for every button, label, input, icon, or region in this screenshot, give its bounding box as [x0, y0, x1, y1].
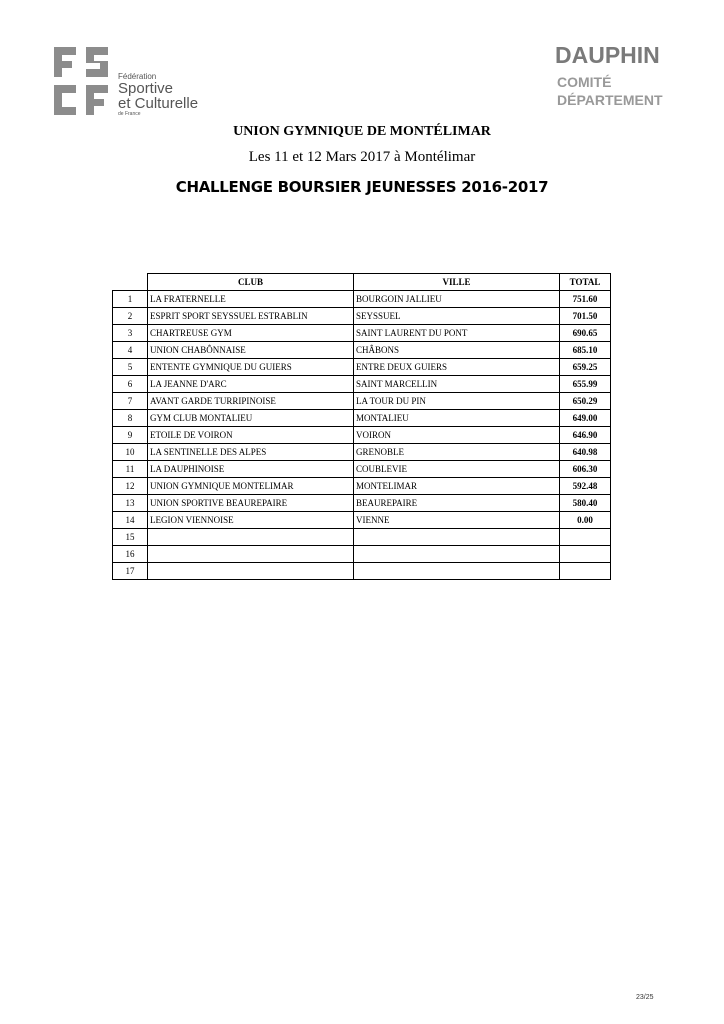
- ville-cell: [354, 563, 560, 580]
- ville-cell: [354, 546, 560, 563]
- table-row: [113, 495, 611, 512]
- table-row: [113, 427, 611, 444]
- total-cell: 655.99: [560, 376, 611, 393]
- ville-cell: VIENNE: [354, 512, 560, 529]
- logo-line1: Fédération: [118, 72, 157, 81]
- club-cell: LA FRATERNELLE: [148, 291, 354, 308]
- ville-cell: MONTALIEU: [354, 410, 560, 427]
- total-cell: 640.98: [560, 444, 611, 461]
- table-row: [113, 563, 611, 580]
- logo-line3: et Culturelle: [118, 95, 199, 112]
- ville-cell: GRENOBLE: [354, 444, 560, 461]
- club-cell: UNION GYMNIQUE MONTELIMAR: [148, 478, 354, 495]
- rank-cell: 7: [113, 393, 148, 410]
- ville-cell: VOIRON: [354, 427, 560, 444]
- rank-cell: 1: [113, 291, 148, 308]
- rank-cell: 5: [113, 359, 148, 376]
- dept-line1: DAUPHIN: [555, 42, 660, 68]
- event-dates: Les 11 et 12 Mars 2017 à Montélimar: [248, 149, 476, 165]
- club-cell: LA DAUPHINOISE: [148, 461, 354, 478]
- table-row: [113, 529, 611, 546]
- rank-cell: 2: [113, 308, 148, 325]
- page-number: 23/25: [636, 994, 654, 1001]
- table-row: [113, 393, 611, 410]
- table-row: [113, 376, 611, 393]
- club-cell: UNION SPORTIVE BEAUREPAIRE: [148, 495, 354, 512]
- ville-cell: BEAUREPAIRE: [354, 495, 560, 512]
- challenge-title: CHALLENGE BOURSIER JEUNESSES 2016-2017: [175, 178, 549, 196]
- rank-cell: 14: [113, 512, 148, 529]
- club-cell: UNION CHABÔNNAISE: [148, 342, 354, 359]
- club-cell: [148, 563, 354, 580]
- ville-cell: BOURGOIN JALLIEU: [354, 291, 560, 308]
- table-header-row: [113, 274, 611, 291]
- ville-cell: LA TOUR DU PIN: [354, 393, 560, 410]
- total-cell: 646.90: [560, 427, 611, 444]
- total-cell: 592.48: [560, 478, 611, 495]
- rank-cell: 12: [113, 478, 148, 495]
- rank-cell: 4: [113, 342, 148, 359]
- total-header: TOTAL: [560, 274, 611, 291]
- total-cell: [560, 546, 611, 563]
- total-cell: 751.60: [560, 291, 611, 308]
- total-cell: 649.00: [560, 410, 611, 427]
- ville-cell: [354, 529, 560, 546]
- logo-line4: de France: [118, 111, 141, 117]
- ville-cell: CHÂBONS: [354, 342, 560, 359]
- total-cell: [560, 563, 611, 580]
- total-cell: 701.50: [560, 308, 611, 325]
- ville-cell: SEYSSUEL: [354, 308, 560, 325]
- table-row: [113, 359, 611, 376]
- dept-line3: DÉPARTEMENT: [557, 92, 663, 108]
- club-cell: ENTENTE GYMNIQUE DU GUIERS: [148, 359, 354, 376]
- total-cell: 690.65: [560, 325, 611, 342]
- total-cell: 580.40: [560, 495, 611, 512]
- table-row: [113, 546, 611, 563]
- club-cell: [148, 529, 354, 546]
- club-cell: LA JEANNE D'ARC: [148, 376, 354, 393]
- fscf-logo: [52, 45, 232, 121]
- rank-cell: 13: [113, 495, 148, 512]
- table-row: [113, 342, 611, 359]
- rank-cell: 6: [113, 376, 148, 393]
- ville-cell: SAINT MARCELLIN: [354, 376, 560, 393]
- ville-cell: ENTRE DEUX GUIERS: [354, 359, 560, 376]
- rank-cell: 17: [113, 563, 148, 580]
- fscf-logo-icon: [52, 45, 112, 119]
- organizer-heading: UNION GYMNIQUE DE MONTÉLIMAR: [233, 124, 491, 139]
- club-cell: AVANT GARDE TURRIPINOISE: [148, 393, 354, 410]
- club-header: CLUB: [148, 274, 354, 291]
- club-cell: LA SENTINELLE DES ALPES: [148, 444, 354, 461]
- ville-cell: COUBLEVIE: [354, 461, 560, 478]
- table-row: [113, 512, 611, 529]
- table-row: [113, 325, 611, 342]
- table-row: [113, 291, 611, 308]
- ville-cell: SAINT LAURENT DU PONT: [354, 325, 560, 342]
- table-row: [113, 308, 611, 325]
- total-cell: 650.29: [560, 393, 611, 410]
- rank-cell: 15: [113, 529, 148, 546]
- club-cell: LEGION VIENNOISE: [148, 512, 354, 529]
- rank-cell: 3: [113, 325, 148, 342]
- dept-line2: COMITÉ: [557, 74, 612, 90]
- department-logo: [555, 42, 724, 122]
- club-cell: [148, 546, 354, 563]
- table-row: [113, 478, 611, 495]
- logo-line2: Sportive: [118, 80, 174, 97]
- club-cell: CHARTREUSE GYM: [148, 325, 354, 342]
- club-cell: ESPRIT SPORT SEYSSUEL ESTRABLIN: [148, 308, 354, 325]
- rank-cell: 8: [113, 410, 148, 427]
- total-cell: 0.00: [560, 512, 611, 529]
- table-row: [113, 444, 611, 461]
- total-cell: 685.10: [560, 342, 611, 359]
- rank-cell: 9: [113, 427, 148, 444]
- ville-cell: MONTELIMAR: [354, 478, 560, 495]
- club-cell: GYM CLUB MONTALIEU: [148, 410, 354, 427]
- total-cell: 659.25: [560, 359, 611, 376]
- logo-text: [118, 73, 198, 117]
- results-table: [112, 273, 611, 580]
- rank-cell: 11: [113, 461, 148, 478]
- rank-header: [113, 274, 148, 291]
- ville-header: VILLE: [354, 274, 560, 291]
- rank-cell: 16: [113, 546, 148, 563]
- club-cell: ETOILE DE VOIRON: [148, 427, 354, 444]
- total-cell: 606.30: [560, 461, 611, 478]
- rank-cell: 10: [113, 444, 148, 461]
- table-row: [113, 410, 611, 427]
- table-row: [113, 461, 611, 478]
- total-cell: [560, 529, 611, 546]
